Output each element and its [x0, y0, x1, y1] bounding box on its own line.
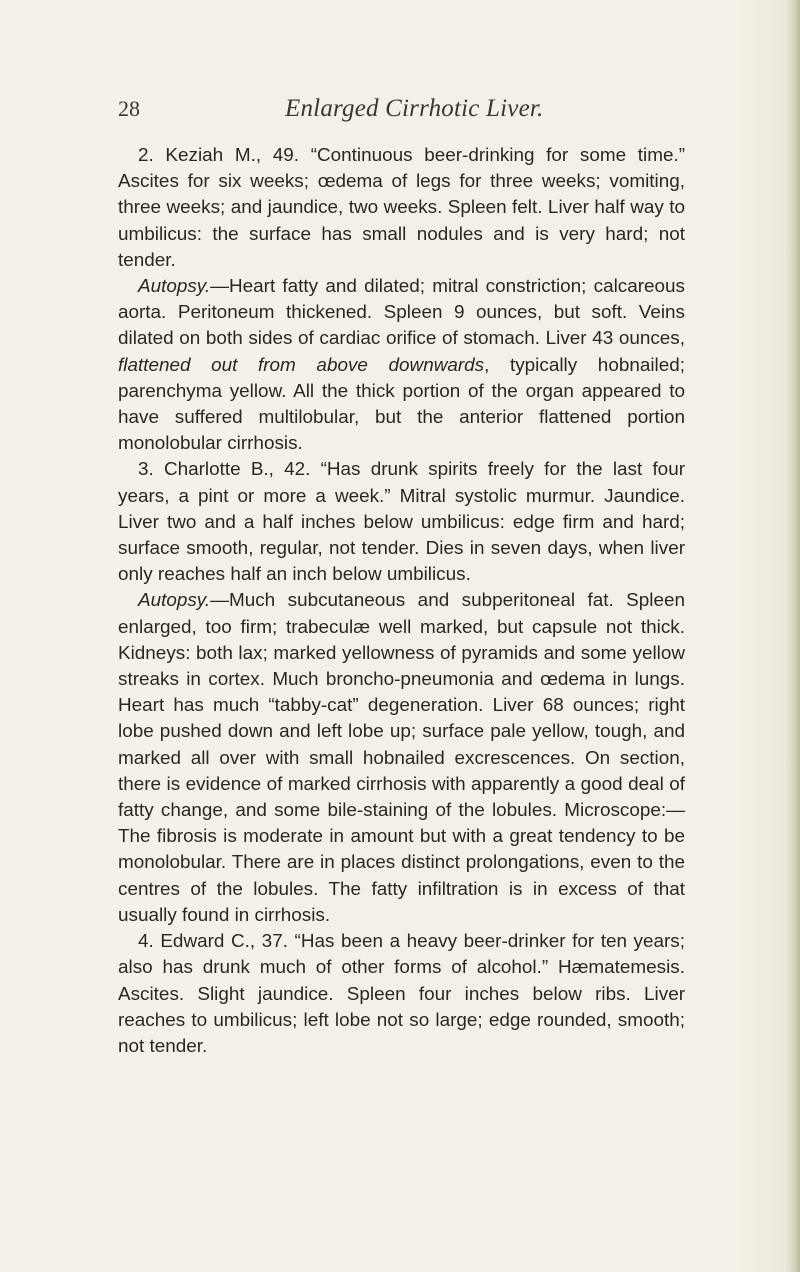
autopsy-heading: Autopsy.	[138, 276, 211, 298]
case-4-text: 4. Edward C., 37. “Has been a heavy beer-drinker for ten years; also has drunk much of other forms of alcohol.” Hæmatemesis. Ascites. Slight jaundice. Spleen four inches below ribs. Liver reaches to umbilicus; left lobe not so large; edge rounded, smooth; not tender.	[118, 931, 685, 1057]
page-number: 28	[118, 96, 140, 121]
case-4-paragraph	[118, 929, 685, 1060]
case-2-autopsy-text-a: —Heart fatty and dilated; mitral constriction; calcareous aorta. Peritoneum thickened. Spleen 9 ounces, but soft. Veins dilated on both sides of cardiac orifice of stomach. Liver 43 ounces,	[118, 276, 685, 350]
case-3-paragraph	[118, 457, 685, 588]
running-title: Enlarged Cirrhotic Liver.	[285, 95, 544, 122]
case-3-autopsy-text: —Much subcutaneous and subperitoneal fat. Spleen enlarged, too firm; trabeculæ well marked, but capsule not thick. Kidneys: both lax; marked yellowness of pyramids and some yellow streaks in cortex. Much broncho-pneumonia and œdema in lungs. Heart has much “tabby-cat” degeneration. Liver 68 ounces; right lobe pushed down and left lobe up; surface pale yellow, tough, and marked all over with small hobnailed excrescences. On section, there is evidence of marked cirrhosis with apparently a good deal of fatty change, and some bile-staining of the lobules. Microscope:—The fibrosis is moderate in amount but with a great tendency to be monolobular. There are in places distinct prolongations, even to the centres of the lobules. The fatty infiltration is in excess of that usually found in cirrhosis.	[118, 590, 685, 926]
case-2-autopsy-emphasis: flattened out from above downwards	[118, 354, 485, 376]
running-head	[118, 96, 678, 130]
case-2-autopsy-paragraph	[118, 274, 685, 457]
page-edge-shadow	[786, 0, 800, 1272]
autopsy-heading: Autopsy.	[138, 590, 211, 612]
case-2-text: 2. Keziah M., 49. “Continuous beer-drinking for some time.” Ascites for six weeks; œdema of legs for three weeks; vomiting, three weeks; and jaundice, two weeks. Spleen felt. Liver half way to umbilicus: the surface has small nodules and is very hard; not tender.	[118, 145, 685, 271]
case-2-autopsy-text-b: , typically hobnailed; parenchyma yellow. All the thick portion of the organ appeared to have suffered multilobular, but the anterior flattened portion monolobular cirrhosis.	[118, 354, 685, 455]
case-3-autopsy-paragraph	[118, 588, 685, 929]
case-3-text: 3. Charlotte B., 42. “Has drunk spirits freely for the last four years, a pint or more a week.” Mitral systolic murmur. Jaundice. Liver two and a half inches below umbilicus: edge firm and hard; surface smooth, regular, not tender. Dies in seven days, when liver only reaches half an inch below umbilicus.	[118, 459, 685, 586]
body-text	[118, 143, 685, 1060]
case-2-paragraph	[118, 143, 685, 274]
